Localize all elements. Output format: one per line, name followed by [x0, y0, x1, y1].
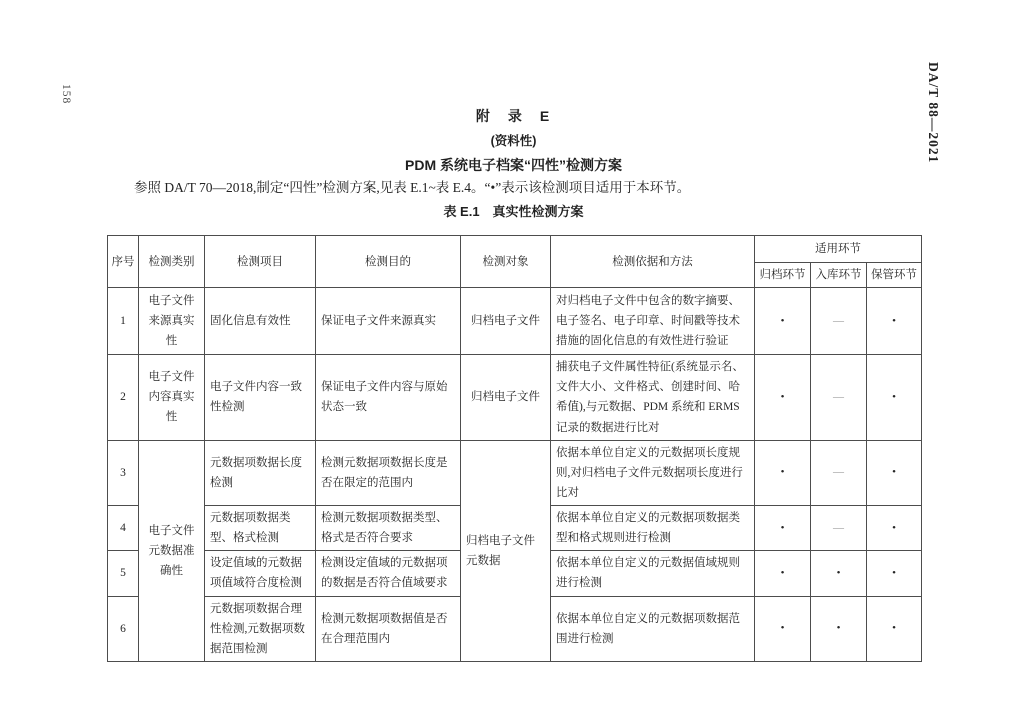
cell-item: 设定值域的元数据项值域符合度检测 — [205, 551, 316, 596]
appendix-subtitle: (资料性) — [490, 134, 537, 148]
cell-inbound-mark: — — [833, 466, 844, 479]
col-header-inbound-stage: 入库环节 — [811, 263, 867, 288]
cell-keeping-mark: • — [867, 355, 922, 441]
cell-inbound-mark: — — [833, 521, 844, 534]
cell-method: 捕获电子文件属性特征(系统显示名、文件大小、文件格式、创建时间、哈希值),与元数据、PDM 系统和 ERMS 记录的数据进行比对 — [551, 355, 755, 441]
cell-no: 5 — [108, 551, 139, 596]
cell-no: 2 — [108, 355, 139, 441]
cell-archive-mark: • — [755, 440, 811, 505]
cell-method: 依据本单位自定义的元数据项数据范围进行检测 — [551, 596, 755, 661]
cell-keeping-mark: • — [867, 288, 922, 355]
col-header-purpose: 检测目的 — [316, 236, 461, 288]
standard-code: DA/T 88—2021 — [926, 62, 941, 164]
cell-item: 电子文件内容一致性检测 — [205, 355, 316, 441]
cell-purpose: 保证电子文件来源真实 — [316, 288, 461, 355]
table-row — [108, 355, 922, 441]
cell-keeping-mark: • — [867, 506, 922, 551]
cell-purpose: 检测元数据项数据长度是否在限定的范围内 — [316, 440, 461, 505]
cell-item: 元数据项数据类型、格式检测 — [205, 506, 316, 551]
cell-object: 归档电子文件 — [461, 288, 551, 355]
table-header — [108, 236, 922, 288]
page-number: 158 — [60, 84, 72, 105]
cell-no: 4 — [108, 506, 139, 551]
col-header-no: 序号 — [108, 236, 139, 288]
cell-archive-mark: • — [755, 506, 811, 551]
col-header-category: 检测类别 — [139, 236, 205, 288]
cell-method: 依据本单位自定义的元数据项数据类型和格式规则进行检测 — [551, 506, 755, 551]
cell-category: 电子文件来源真实性 — [139, 288, 205, 355]
authenticity-detection-table — [107, 235, 922, 662]
cell-keeping-mark: • — [867, 596, 922, 661]
cell-category: 电子文件内容真实性 — [139, 355, 205, 441]
col-header-method: 检测依据和方法 — [551, 236, 755, 288]
cell-archive-mark: • — [755, 551, 811, 596]
cell-purpose: 保证电子文件内容与原始状态一致 — [316, 355, 461, 441]
cell-purpose: 检测元数据项数据类型、格式是否符合要求 — [316, 506, 461, 551]
cell-no: 1 — [108, 288, 139, 355]
cell-category-merged: 电子文件元数据准确性 — [139, 440, 205, 661]
appendix-heading: PDM 系统电子档案“四性”检测方案 — [405, 157, 622, 173]
cell-inbound-mark: — — [833, 314, 844, 327]
table-body — [108, 288, 922, 662]
cell-purpose: 检测元数据项数据值是否在合理范围内 — [316, 596, 461, 661]
col-header-item: 检测项目 — [205, 236, 316, 288]
col-header-object: 检测对象 — [461, 236, 551, 288]
cell-item: 元数据项数据合理性检测,元数据项数据范围检测 — [205, 596, 316, 661]
cell-method: 依据本单位自定义的元数据项长度规则,对归档电子文件元数据项长度进行比对 — [551, 440, 755, 505]
cell-inbound-mark: • — [811, 551, 867, 596]
cell-method: 对归档电子文件中包含的数字摘要、电子签名、电子印章、时间戳等技术措施的固化信息的有效性进行验证 — [551, 288, 755, 355]
cell-purpose: 检测设定值域的元数据项的数据是否符合值域要求 — [316, 551, 461, 596]
intro-paragraph: 参照 DA/T 70—2018,制定“四性”检测方案,见表 E.1~表 E.4。“•”表示该检测项目适用于本环节。 — [134, 180, 691, 195]
cell-method: 依据本单位自定义的元数据值域规则进行检测 — [551, 551, 755, 596]
cell-object-merged: 归档电子文件元数据 — [461, 440, 551, 661]
cell-inbound-mark: • — [811, 596, 867, 661]
table-row — [108, 440, 922, 505]
col-header-keeping-stage: 保管环节 — [867, 263, 922, 288]
cell-no: 6 — [108, 596, 139, 661]
appendix-heading-block — [107, 106, 920, 175]
cell-archive-mark: • — [755, 596, 811, 661]
cell-archive-mark: • — [755, 355, 811, 441]
cell-item: 元数据项数据长度检测 — [205, 440, 316, 505]
cell-inbound-mark: — — [833, 390, 844, 403]
cell-object: 归档电子文件 — [461, 355, 551, 441]
cell-no: 3 — [108, 440, 139, 505]
col-header-archive-stage: 归档环节 — [755, 263, 811, 288]
cell-item: 固化信息有效性 — [205, 288, 316, 355]
appendix-title: 附 录 E — [475, 108, 552, 124]
cell-keeping-mark: • — [867, 440, 922, 505]
table-row — [108, 288, 922, 355]
cell-archive-mark: • — [755, 288, 811, 355]
cell-keeping-mark: • — [867, 551, 922, 596]
col-header-applicable-group: 适用环节 — [755, 236, 922, 263]
table-caption: 表 E.1 真实性检测方案 — [443, 204, 584, 219]
